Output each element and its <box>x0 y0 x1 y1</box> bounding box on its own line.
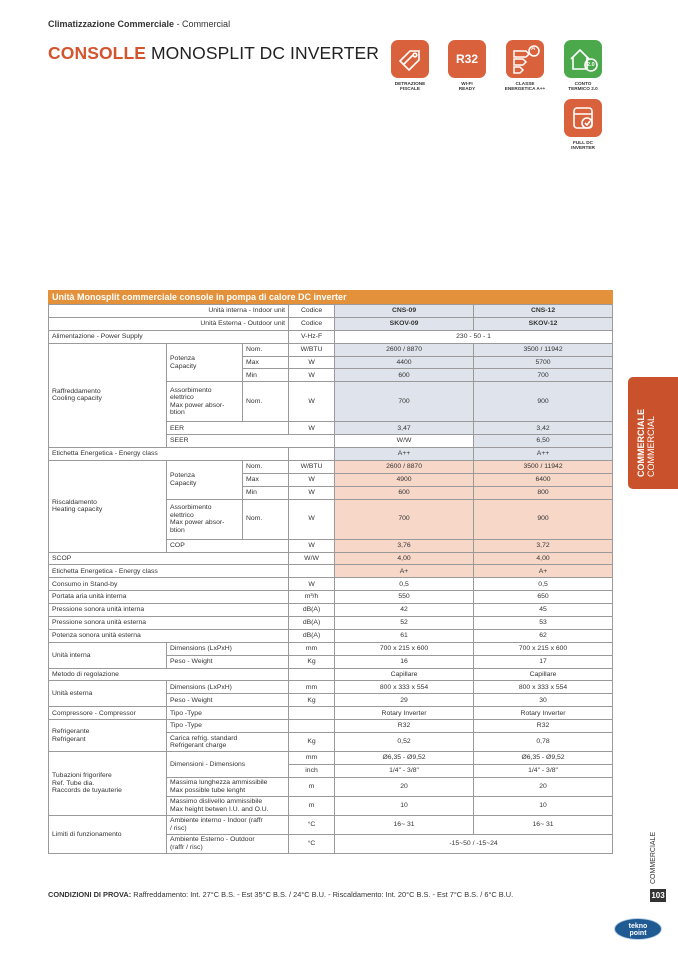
absorption-label: Assorbimento elettrico Max power absor- btion <box>167 499 243 539</box>
value-b: 53 <box>474 617 613 630</box>
table-row <box>49 629 613 642</box>
row-label: Peso - Weight <box>167 694 289 707</box>
table-row <box>49 591 613 604</box>
row-unit: W <box>289 499 335 539</box>
limits-group-label: Limiti di funzionamento <box>49 815 167 853</box>
mode-label: Max <box>243 473 289 486</box>
test-conditions <box>48 890 513 899</box>
heating-group-label: Riscaldamento Heating capacity <box>49 461 167 553</box>
value-b: 16~ 31 <box>474 815 613 834</box>
value-b: 62 <box>474 629 613 642</box>
value-b: 17 <box>474 655 613 668</box>
value-ab: 230 - 50 - 1 <box>335 330 613 343</box>
value-b: 30 <box>474 694 613 707</box>
row-label: Pressione sonora unità interna <box>49 604 289 617</box>
row-label: Massimo dislivello ammissibile Max height betwen I.U. and O.U. <box>167 796 289 815</box>
row-label: Potenza sonora unità esterna <box>49 629 289 642</box>
heating-capacity-label: Potenza Capacity <box>167 461 243 500</box>
row-unit: Kg <box>289 694 335 707</box>
value-a: 3,47 <box>335 422 474 435</box>
cooling-group-label: Raffreddamento Cooling capacity <box>49 343 167 447</box>
feature-label-2: FISCALE <box>399 86 421 92</box>
page-title <box>48 43 379 64</box>
test-conditions-text: Raffreddamento: Int. 27°C B.S. - Est 35°C B.S. / 24°C B.U. - Riscaldamento: Int. 20°C B.S. - Est 7°C B.S. / 6°C B.U. <box>131 890 514 899</box>
row-label: Etichetta Energetica - Energy class <box>49 448 289 461</box>
value-b: 3,72 <box>474 539 613 552</box>
energy-class-icon <box>506 40 544 78</box>
value-a: 16~ 31 <box>335 815 474 834</box>
brand-logo <box>614 918 662 940</box>
feature-label-1: CLASSE <box>515 81 535 86</box>
row-unit: mm <box>289 752 335 765</box>
row-unit: Kg <box>289 733 335 752</box>
value-a: 2600 / 8870 <box>335 343 474 356</box>
mode-label: Max <box>243 356 289 369</box>
value-a: A+ <box>335 565 474 578</box>
table-row <box>49 707 613 720</box>
thermal-account-badge: 2.0 <box>587 62 595 68</box>
pipes-group-label: Tubazioni frigorifere Ref. Tube dia. Raccords de tuyauterie <box>49 752 167 816</box>
row-unit: Kg <box>289 655 335 668</box>
value-ab: -15~50 / -15~24 <box>335 834 613 853</box>
feature-label-2: TERMICO 2.0 <box>568 86 598 92</box>
outdoor-group-label: Unità esterna <box>49 681 167 707</box>
feature-energy-class <box>495 40 555 92</box>
value-b: 700 x 215 x 600 <box>474 642 613 655</box>
feature-label-1: WI-FI <box>461 81 473 86</box>
value-a: R32 <box>335 720 474 733</box>
value-b: 1/4" - 3/8" <box>474 764 613 777</box>
value-a: 61 <box>335 629 474 642</box>
value-b: 10 <box>474 796 613 815</box>
table-row <box>49 668 613 681</box>
row-unit: Codice <box>289 317 335 330</box>
value-a: Ø6,35 - Ø9,52 <box>335 752 474 765</box>
row-label: Dimensions (LxPxH) <box>167 642 289 655</box>
side-tab-sublabel: COMMERCIAL <box>646 415 656 477</box>
mode-label: Nom. <box>243 499 289 539</box>
spec-table <box>48 290 613 305</box>
row-label: Pressione sonora unità esterna <box>49 617 289 630</box>
value-b: 900 <box>474 499 613 539</box>
value-b: Ø6,35 - Ø9,52 <box>474 752 613 765</box>
table-row <box>49 604 613 617</box>
absorption-label: Assorbimento elettrico Max power absor- btion <box>167 382 243 422</box>
row-label: Ambiente interno - Indoor (raffr / risc) <box>167 815 289 834</box>
table-row <box>49 565 613 578</box>
table-row <box>49 617 613 630</box>
row-label: Unità interna - Indoor unit <box>49 305 289 318</box>
row-unit: m³/h <box>289 591 335 604</box>
value-b: 3500 / 11942 <box>474 343 613 356</box>
value-b: 5700 <box>474 356 613 369</box>
value-b: 45 <box>474 604 613 617</box>
row-unit: Codice <box>289 305 335 318</box>
row-unit: W <box>289 473 335 486</box>
page-category: COMMERCIALE <box>650 831 657 884</box>
full-dc-inverter-icon <box>564 99 602 137</box>
breadcrumb-subsection: - Commercial <box>176 19 231 29</box>
row-label: Portata aria unità interna <box>49 591 289 604</box>
table-row <box>49 343 613 356</box>
value-b: 3500 / 11942 <box>474 461 613 474</box>
row-unit: W <box>289 578 335 591</box>
energy-class-badge: A <box>531 46 536 52</box>
value-a: 16 <box>335 655 474 668</box>
value-b: 800 <box>474 486 613 499</box>
feature-label-1: FULL DC <box>573 140 593 145</box>
refrigerant-group-label: Refrigerante Refrigerant <box>49 720 167 752</box>
test-conditions-label: CONDIZIONI DI PROVA: <box>48 890 132 899</box>
table-row <box>49 552 613 565</box>
value-a: 2600 / 8870 <box>335 461 474 474</box>
row-unit: W <box>289 382 335 422</box>
table-row <box>49 448 613 461</box>
row-unit: °C <box>289 834 335 853</box>
value-a: SKOV-09 <box>335 317 474 330</box>
row-unit <box>289 565 335 578</box>
value-a: 29 <box>335 694 474 707</box>
value-a: Capillare <box>335 668 474 681</box>
value-a: 4900 <box>335 473 474 486</box>
table-row <box>49 578 613 591</box>
value-a: 4400 <box>335 356 474 369</box>
value-a: A++ <box>335 448 474 461</box>
breadcrumb <box>48 19 230 29</box>
value-b: 20 <box>474 777 613 796</box>
row-label: SCOP <box>49 552 289 565</box>
row-label: Compressore - Compressor <box>49 707 167 720</box>
value-b: 0,5 <box>474 578 613 591</box>
row-label: Ambiente Esterno - Outdoor (raffr / risc) <box>167 834 289 853</box>
value-b: Capillare <box>474 668 613 681</box>
feature-wifi-r32 <box>437 40 497 92</box>
brand-line-1: tekno <box>628 923 648 930</box>
row-unit: W/BTU <box>289 461 335 474</box>
feature-label-2: READY <box>458 86 476 92</box>
mode-label: Nom. <box>243 461 289 474</box>
value-a: 10 <box>335 796 474 815</box>
feature-label-1: DETRAZIONE <box>394 81 426 86</box>
table-row <box>49 720 613 733</box>
indoor-group-label: Unità interna <box>49 642 167 668</box>
feature-label-1: CONTO <box>574 81 592 86</box>
row-unit: W <box>289 369 335 382</box>
value-a: 700 <box>335 499 474 539</box>
side-tab-label: COMMERCIALE <box>636 409 646 477</box>
row-unit: W <box>289 422 335 435</box>
row-label: Tipo -Type <box>167 720 289 733</box>
value-a: 52 <box>335 617 474 630</box>
r32-icon <box>448 40 486 78</box>
row-label: Consumo in Stand-by <box>49 578 289 591</box>
breadcrumb-section: Climatizzazione Commerciale <box>48 19 175 29</box>
value-b: SKOV-12 <box>474 317 613 330</box>
row-unit: W/BTU <box>289 343 335 356</box>
value-b: 6400 <box>474 473 613 486</box>
table-row <box>49 330 613 343</box>
row-unit: dB(A) <box>289 604 335 617</box>
table-row <box>49 815 613 834</box>
row-unit: mm <box>289 642 335 655</box>
value-a: 6,50 <box>474 435 613 448</box>
row-sublabel: Tipo -Type <box>167 707 289 720</box>
table-row <box>49 461 613 474</box>
value-b: 4,00 <box>474 552 613 565</box>
value-b: R32 <box>474 720 613 733</box>
thermal-account-icon <box>564 40 602 78</box>
row-unit: dB(A) <box>289 629 335 642</box>
pipes-dims-label: Dimensioni - Dimensions <box>167 752 289 778</box>
row-unit: °C <box>289 815 335 834</box>
value-a: 42 <box>335 604 474 617</box>
row-unit: W/W <box>289 552 335 565</box>
value-b: 900 <box>474 382 613 422</box>
row-unit: W <box>289 486 335 499</box>
tax-deduction-icon <box>391 40 429 78</box>
value-a: 0,5 <box>335 578 474 591</box>
section-side-tab <box>628 377 678 489</box>
value-b: 800 x 333 x 554 <box>474 681 613 694</box>
value-a: 700 x 215 x 600 <box>335 642 474 655</box>
value-a: 4,00 <box>335 552 474 565</box>
mode-label: Min <box>243 369 289 382</box>
row-unit: W <box>289 356 335 369</box>
cop-label: COP <box>167 539 289 552</box>
row-unit <box>289 707 335 720</box>
value-b: Rotary Inverter <box>474 707 613 720</box>
mode-label: Nom. <box>243 382 289 422</box>
feature-label-2: INVERTER <box>571 145 595 151</box>
value-a: 600 <box>335 486 474 499</box>
brand-line-2: point <box>629 930 647 937</box>
row-unit: m <box>289 777 335 796</box>
value-b: 0,78 <box>474 733 613 752</box>
value-a: 20 <box>335 777 474 796</box>
mode-label: Nom. <box>243 343 289 356</box>
row-unit: m <box>289 796 335 815</box>
row-unit: V-Hz-F <box>289 330 335 343</box>
table-row <box>49 681 613 694</box>
value-a: 1/4" - 3/8" <box>335 764 474 777</box>
value-b: 700 <box>474 369 613 382</box>
table-row <box>49 642 613 655</box>
row-unit <box>289 720 335 733</box>
value-a: 3,76 <box>335 539 474 552</box>
row-unit: inch <box>289 764 335 777</box>
r32-badge: R32 <box>455 52 478 66</box>
row-unit: dB(A) <box>289 617 335 630</box>
value-a: 0,52 <box>335 733 474 752</box>
row-label: Unità Esterna - Outdoor unit <box>49 317 289 330</box>
value-a: 700 <box>335 382 474 422</box>
value-b: 650 <box>474 591 613 604</box>
table-row <box>49 752 613 765</box>
row-label: Peso - Weight <box>167 655 289 668</box>
value-b: A++ <box>474 448 613 461</box>
table-row <box>49 305 613 318</box>
row-unit <box>289 668 335 681</box>
value-b: 3,42 <box>474 422 613 435</box>
feature-full-dc-inverter <box>553 99 613 151</box>
row-unit: W/W <box>335 435 474 448</box>
row-label: Metodo di regolazione <box>49 668 289 681</box>
row-label: Etichetta Energetica - Energy class <box>49 565 289 578</box>
table-row <box>49 317 613 330</box>
feature-tax-deduction <box>380 40 440 92</box>
row-label: Dimensions (LxPxH) <box>167 681 289 694</box>
value-a: 550 <box>335 591 474 604</box>
spec-table-body <box>48 304 613 854</box>
page-title-rest: MONOSPLIT DC INVERTER <box>151 43 380 63</box>
value-a: Rotary Inverter <box>335 707 474 720</box>
value-a: 600 <box>335 369 474 382</box>
row-label: Carica refrig. standard Refrigerant charge <box>167 733 289 752</box>
value-a: CNS-09 <box>335 305 474 318</box>
row-label: SEER <box>167 435 335 448</box>
row-unit <box>289 448 335 461</box>
cooling-capacity-label: Potenza Capacity <box>167 343 243 382</box>
feature-label-2: ENERGETICA A++ <box>504 86 546 92</box>
page-number: 103 <box>651 891 665 900</box>
value-b: A+ <box>474 565 613 578</box>
feature-thermal-account <box>553 40 613 92</box>
row-unit: mm <box>289 681 335 694</box>
row-label: Alimentazione - Power Supply <box>49 330 289 343</box>
row-label: Massima lunghezza ammissibile Max possible tube lenght <box>167 777 289 796</box>
value-a: 800 x 333 x 554 <box>335 681 474 694</box>
row-unit: W <box>289 539 335 552</box>
value-b: CNS-12 <box>474 305 613 318</box>
page-title-accent: CONSOLLE <box>48 43 147 63</box>
mode-label: Min <box>243 486 289 499</box>
eer-label: EER <box>167 422 289 435</box>
table-heading: Unità Monosplit commerciale console in pompa di calore DC inverter <box>49 291 613 305</box>
